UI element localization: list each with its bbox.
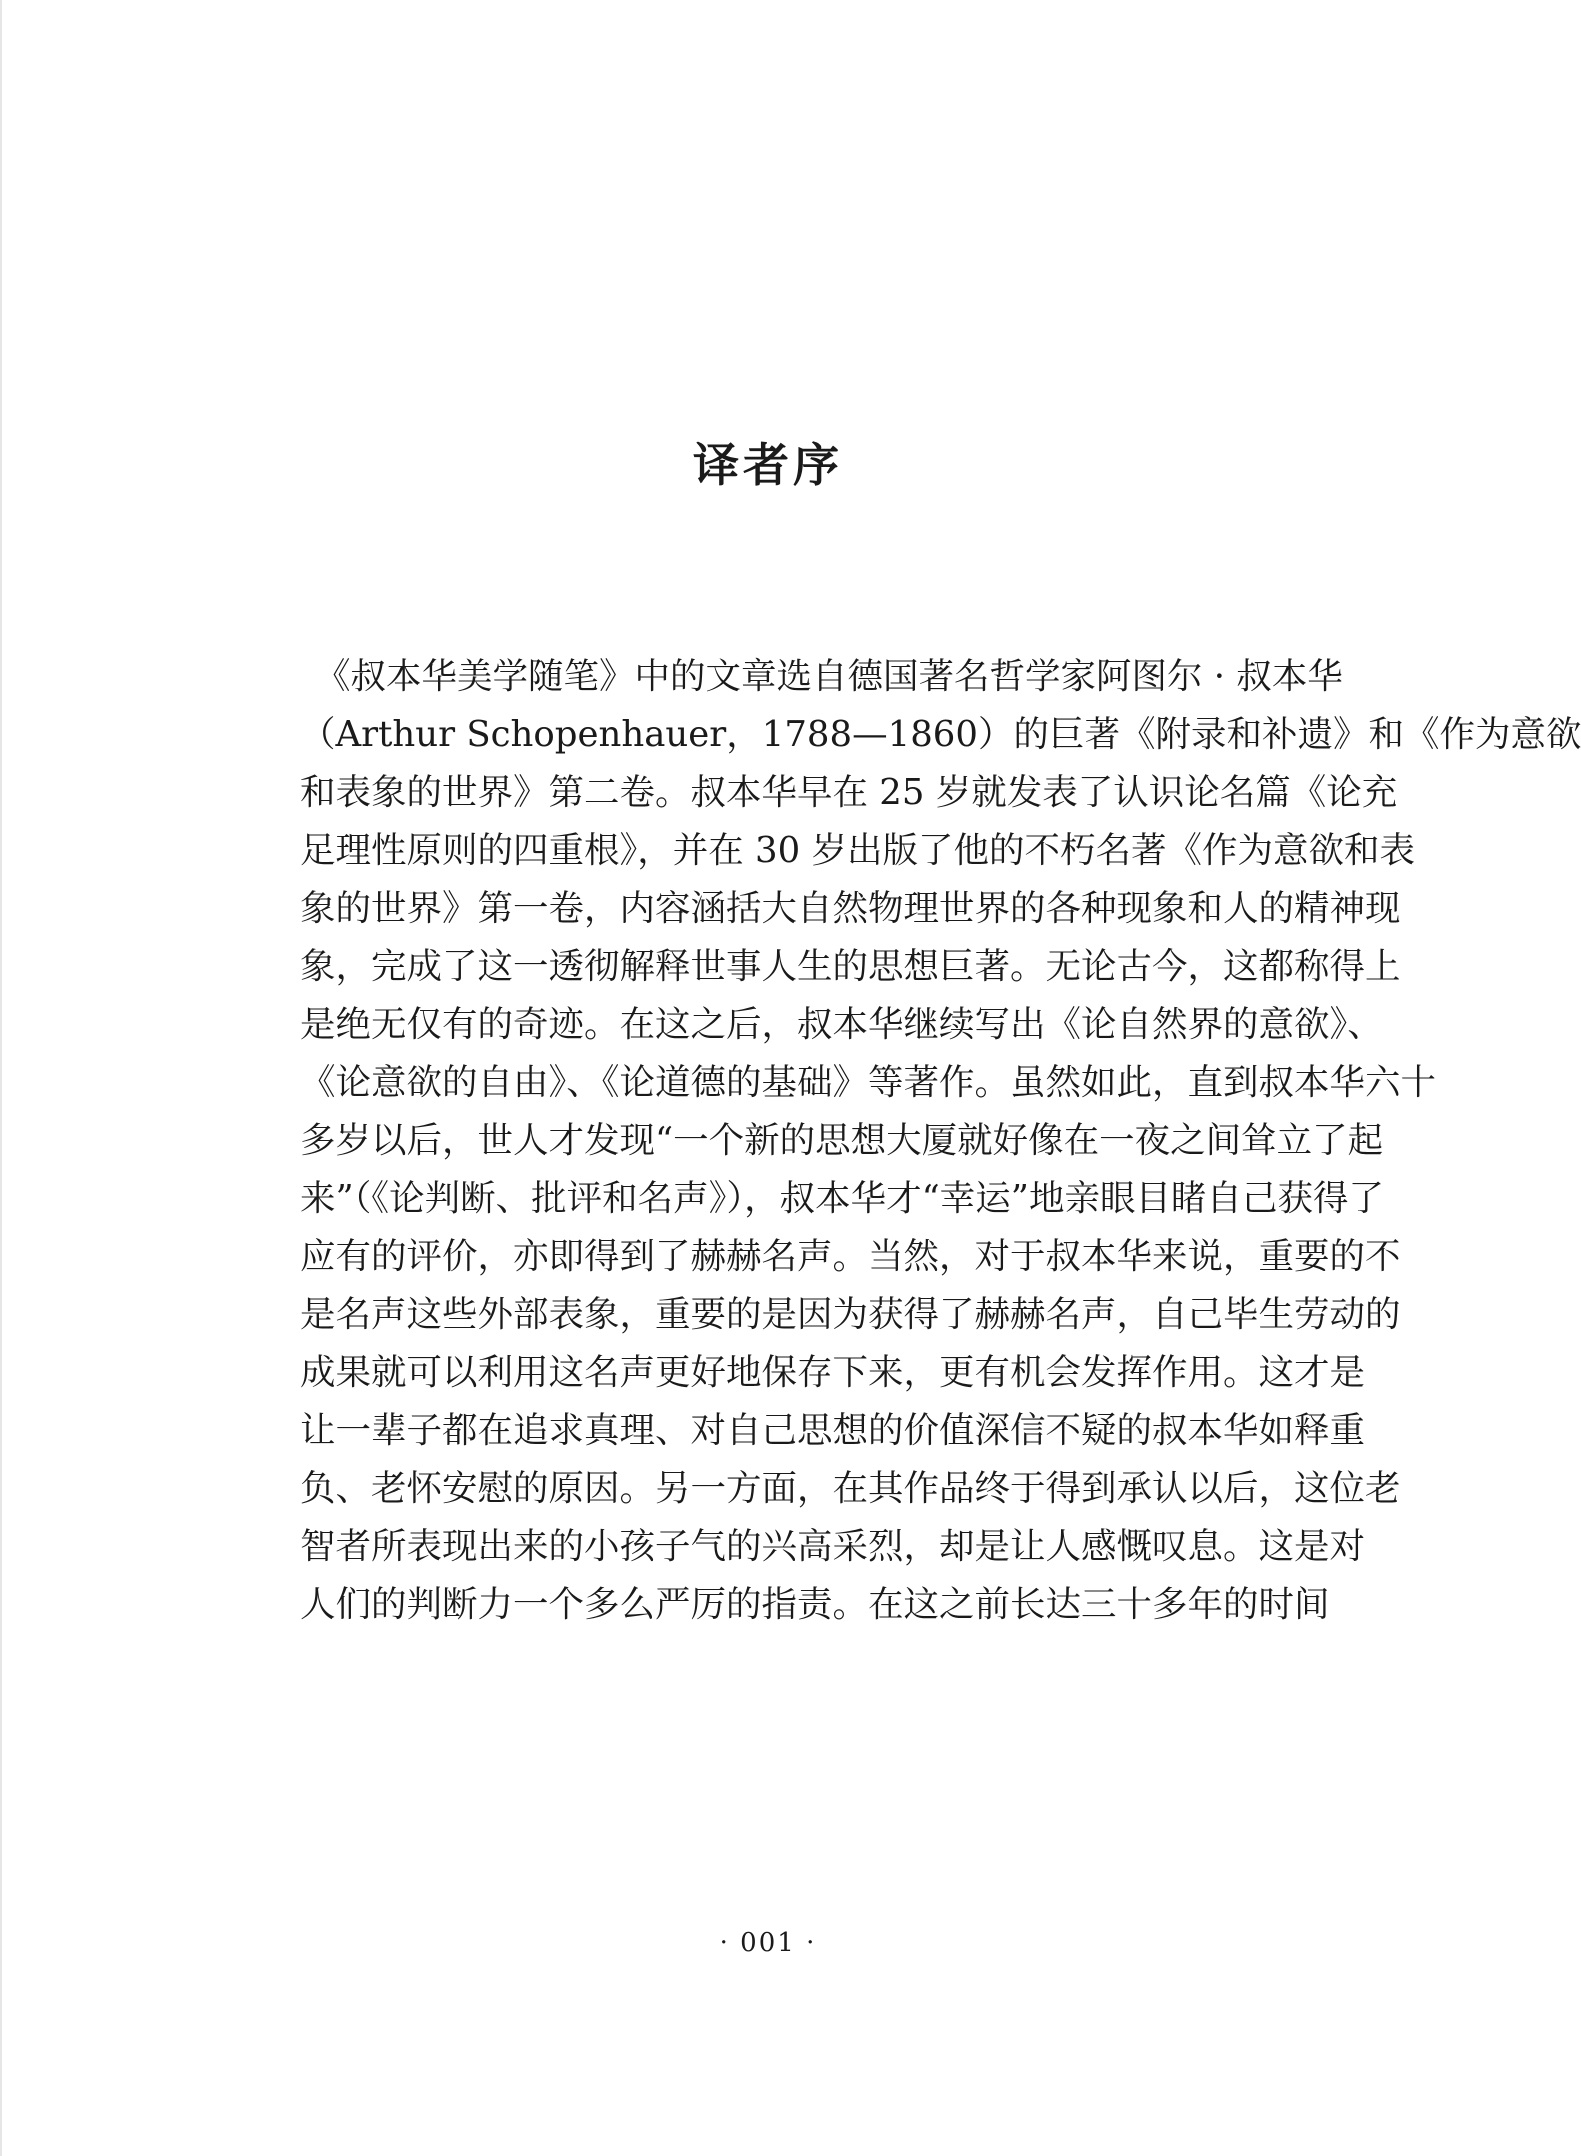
- body-line: 应有的评价，亦即得到了赫赫名声。当然，对于叔本华来说，重要的不: [300, 1236, 1401, 1277]
- body-line: 多岁以后，世人才发现“一个新的思想大厦就好像在一夜之间耸立了起: [300, 1120, 1384, 1161]
- body-text: [300, 648, 1581, 1634]
- body-line: 和表象的世界》第二卷。叔本华早在 25 岁就发表了认识论名篇《论充: [300, 772, 1398, 813]
- body-line: 《叔本华美学随笔》中的文章选自德国著名哲学家阿图尔 · 叔本华: [315, 656, 1343, 697]
- page-number: · 001 ·: [719, 1928, 817, 1958]
- body-line: 让一辈子都在追求真理、对自己思想的价值深信不疑的叔本华如释重: [300, 1410, 1366, 1451]
- body-line: 是名声这些外部表象，重要的是因为获得了赫赫名声，自己毕生劳动的: [300, 1294, 1401, 1335]
- page-title: 译者序: [693, 438, 843, 492]
- page-edge: [0, 0, 2, 2156]
- body-line: 负、老怀安慰的原因。另一方面，在其作品终于得到承认以后，这位老: [300, 1468, 1401, 1509]
- body-line: 成果就可以利用这名声更好地保存下来，更有机会发挥作用。这才是: [300, 1352, 1366, 1393]
- body-line: 象的世界》第一卷，内容涵括大自然物理世界的各种现象和人的精神现: [300, 888, 1401, 929]
- body-line: 人们的判断力一个多么严厉的指责。在这之前长达三十多年的时间: [300, 1584, 1330, 1625]
- body-line: 足理性原则的四重根》，并在 30 岁出版了他的不朽名著《作为意欲和表: [300, 830, 1415, 871]
- body-line: 是绝无仅有的奇迹。在这之后，叔本华继续写出《论自然界的意欲》、: [300, 1004, 1383, 1045]
- body-line: 来”（《论判断、批评和名声》），叔本华才“幸运”地亲眼目睹自己获得了: [300, 1178, 1384, 1219]
- body-line: 智者所表现出来的小孩子气的兴高采烈，却是让人感慨叹息。这是对: [300, 1526, 1366, 1567]
- body-line: （Arthur Schopenhauer，1788—1860）的巨著《附录和补遗》和《作为意欲: [300, 714, 1581, 755]
- body-line: 《论意欲的自由》、《论道德的基础》等著作。虽然如此，直到叔本华六十: [300, 1062, 1437, 1103]
- body-line: 象，完成了这一透彻解释世事人生的思想巨著。无论古今，这都称得上: [300, 946, 1401, 987]
